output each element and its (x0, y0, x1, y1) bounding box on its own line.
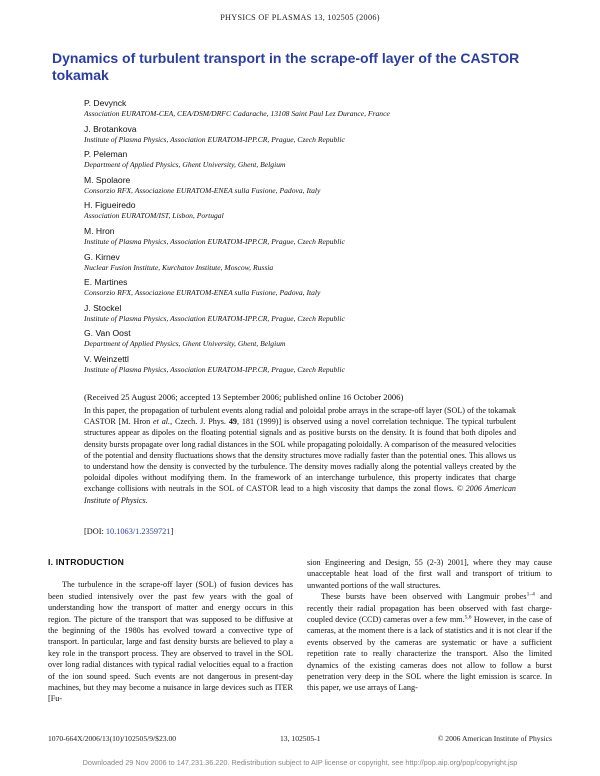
doi-link[interactable]: 10.1063/1.2359721 (105, 527, 171, 536)
author-entry (84, 303, 554, 329)
author-name: V. Weinzettl (84, 353, 129, 364)
reference-superscript: 5,6 (464, 614, 472, 621)
author-name: P. Peleman (84, 149, 128, 160)
author-name: G. Van Oost (84, 328, 131, 339)
author-list (84, 98, 554, 380)
abstract-text: In this paper, the propagation of turbulent events along radial and poloidal probe arrays in the scrape-off layer (SOL) of the tokamak CASTOR [M. Hron (84, 406, 516, 427)
author-affiliation: Institute of Plasma Physics, Association EURATOM-IPP.CR, Prague, Czech Republic (84, 313, 345, 323)
received-dates: (Received 25 August 2006; accepted 13 September 2006; published online 16 October 2006) (84, 392, 404, 402)
author-name: J. Brotankova (84, 123, 137, 134)
abstract (84, 405, 516, 506)
right-column (307, 557, 552, 694)
abstract-copyright: © 2006 American Institute of Physics. (84, 484, 516, 505)
section-heading: I. INTRODUCTION (48, 557, 125, 567)
body-text: However, in the case of cameras, at the moment there is a lack of statistics and it is not clear if the events observed by the cameras are systematic or have a sufficient repetition rate to really characterize the transport. Also the limited dynamics of the existing cameras does not allow to follow a burst penetration very deep in the SOL where the light emission is scarce. In this paper, we use arrays of Lang- (307, 615, 552, 693)
author-entry (84, 252, 554, 278)
doi-prefix: [DOI: (84, 527, 106, 536)
author-entry (84, 149, 554, 175)
abstract-etal: et al. (153, 417, 171, 427)
author-affiliation: Department of Applied Physics, Ghent University, Ghent, Belgium (84, 160, 286, 170)
author-entry (84, 124, 554, 150)
abstract-text: , 181 (1999)] is observed using a novel correlation technique. The typical turbulent structures appear as dipoles on the floating potential signals and as positive bursts on the density. It is found that both dipoles and density bursts propagate over long radial distances in the SOL while propagating poloidally. A comparison of the measured velocities of the potential and density fluctuations shows that the density structures move radially faster than the potential ones. This allows us to understand how the density is convected by the turbulence. The density moves radially along the potential valleys created by the poloidal dipoles without modifying them. In the framework of an interchange turbulence, this property indicates that charge exchange collisions with neutrals in the SOL of CASTOR lead to a high viscosity that damps the zonal flows. (84, 417, 517, 494)
author-name: G. Kirnev (84, 251, 120, 262)
author-entry (84, 175, 554, 201)
download-notice: Downloaded 29 Nov 2006 to 147.231.36.220. Redistribution subject to AIP license or copyright, see http://pop.aip.org/pop/copyright.jsp (82, 758, 518, 767)
author-entry (84, 200, 554, 226)
left-column (48, 557, 293, 705)
author-affiliation: Association EURATOM-CEA, CEA/DSM/DRFC Cadarache, 13108 Saint Paul Lez Durance, France (84, 109, 390, 118)
abstract-volume: 49 (228, 417, 237, 427)
author-entry (84, 98, 554, 124)
author-name: M. Spolaore (84, 174, 131, 185)
author-name: P. Devynck (84, 98, 127, 108)
footer-issn: 1070-664X/2006/13(10)/102505/9/$23.00 (48, 734, 177, 743)
doi-line (84, 527, 173, 536)
author-name: J. Stockel (84, 302, 122, 313)
author-affiliation: Consorzio RFX, Associazione EURATOM-ENEA sulla Fusione, Padova, Italy (84, 288, 321, 298)
author-affiliation: Association EURATOM/IST, Lisbon, Portugal (84, 211, 224, 221)
footer-page-number: 13, 102505-1 (280, 734, 321, 743)
body-text: and recently their radial propagation has been observed with fast charge-coupled device (CCD) cameras over a few mm. (307, 592, 552, 625)
abstract-text: , Czech. J. Phys. (170, 417, 229, 427)
author-name: H. Figueiredo (84, 200, 136, 211)
body-text: These bursts have been observed with Langmuir probes (321, 592, 527, 602)
author-name: E. Martines (84, 277, 128, 288)
author-affiliation: Department of Applied Physics, Ghent University, Ghent, Belgium (84, 339, 286, 349)
body-paragraph: sion Engineering and Design, 55 (2-3) 2001], where they may cause unacceptable heat load of the first wall and transport of tritium to unwanted portions of the wall structures. (307, 558, 552, 590)
paper-title: Dynamics of turbulent transport in the scrape-off layer of the CASTOR tokamak (52, 50, 520, 83)
author-affiliation: Institute of Plasma Physics, Association EURATOM-IPP.CR, Prague, Czech Republic (84, 134, 345, 144)
reference-superscript: 1–4 (526, 591, 535, 598)
author-affiliation: Institute of Plasma Physics, Association EURATOM-IPP.CR, Prague, Czech Republic (84, 236, 345, 246)
footer-copyright: © 2006 American Institute of Physics (437, 734, 552, 743)
author-entry (84, 328, 554, 354)
author-entry (84, 354, 554, 380)
author-affiliation: Institute of Plasma Physics, Association EURATOM-IPP.CR, Prague, Czech Republic (84, 364, 345, 374)
author-affiliation: Nuclear Fusion Institute, Kurchatov Institute, Moscow, Russia (84, 262, 274, 272)
body-paragraph: The turbulence in the scrape-off layer (SOL) of fusion devices has been studied intensively over the past few years with the goal of understanding how the transport of matter and energy occurs in this region. The picture of the transport that was supposed to be diffusive at the beginning of the 1980s has evolved toward a convective type of transport. In particular, large and fast density bursts are believed to play a key role in the transport process. They are observed to travel in the SOL over long radial distances with typical radial velocities equal to a fraction of the ion sound speed. Such events are not dangerous in present-day machines, but they may become a nuisance in large devices such as ITER [Fu- (48, 580, 293, 704)
journal-header: PHYSICS OF PLASMAS 13, 102505 (2006) (220, 13, 380, 22)
author-affiliation: Consorzio RFX, Associazione EURATOM-ENEA sulla Fusione, Padova, Italy (84, 185, 321, 195)
author-entry (84, 277, 554, 303)
doi-suffix: ] (170, 527, 174, 536)
body-paragraph (307, 591, 552, 694)
author-entry (84, 226, 554, 252)
author-name: M. Hron (84, 225, 115, 236)
